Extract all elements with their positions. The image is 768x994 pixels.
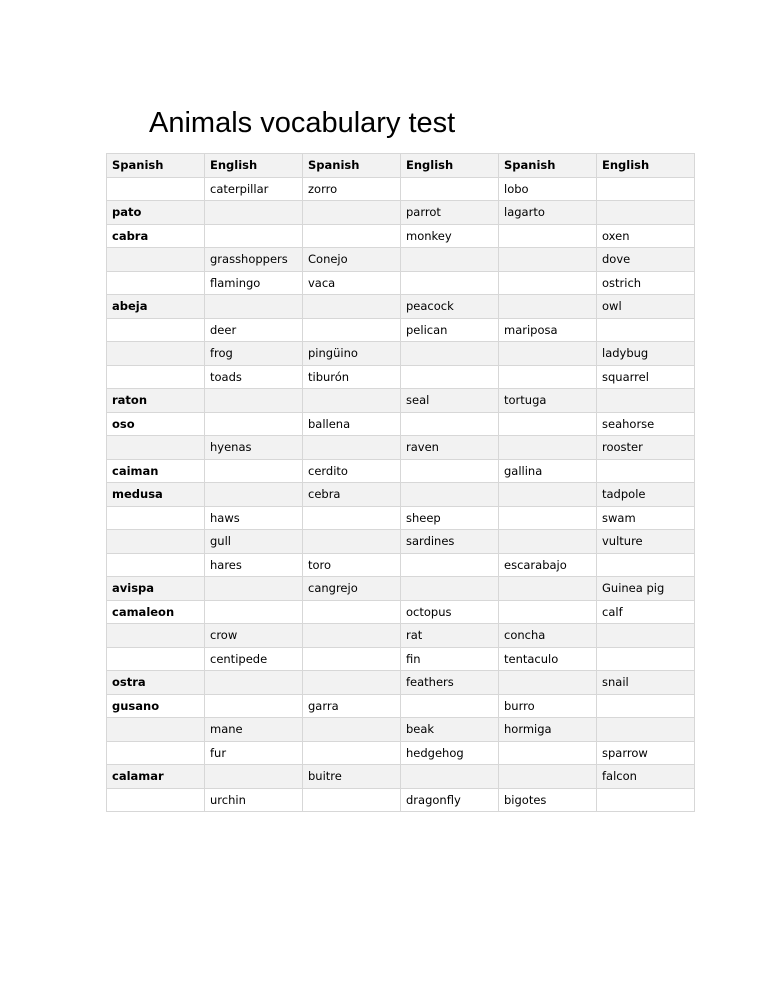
table-row	[107, 671, 695, 695]
table-cell	[205, 671, 303, 695]
table-cell: oxen	[597, 224, 695, 248]
table-row	[107, 248, 695, 272]
table-cell	[597, 201, 695, 225]
table-cell	[597, 177, 695, 201]
table-cell: garra	[303, 694, 401, 718]
table-cell	[499, 436, 597, 460]
table-cell: calf	[597, 600, 695, 624]
table-cell	[107, 506, 205, 530]
table-cell	[303, 389, 401, 413]
table-row	[107, 412, 695, 436]
vocabulary-table	[106, 153, 695, 812]
table-cell	[499, 483, 597, 507]
table-cell	[303, 741, 401, 765]
table-cell: oso	[107, 412, 205, 436]
column-header: English	[401, 154, 499, 178]
table-row	[107, 765, 695, 789]
table-cell: cabra	[107, 224, 205, 248]
table-cell	[205, 483, 303, 507]
table-cell: vulture	[597, 530, 695, 554]
table-cell	[597, 718, 695, 742]
table-cell: octopus	[401, 600, 499, 624]
table-cell: snail	[597, 671, 695, 695]
table-cell: peacock	[401, 295, 499, 319]
table-cell	[303, 318, 401, 342]
table-cell	[401, 271, 499, 295]
table-cell: dove	[597, 248, 695, 272]
table-cell	[107, 553, 205, 577]
table-cell: medusa	[107, 483, 205, 507]
table-cell	[401, 365, 499, 389]
table-cell: fur	[205, 741, 303, 765]
table-cell: swam	[597, 506, 695, 530]
table-cell: lagarto	[499, 201, 597, 225]
table-row	[107, 342, 695, 366]
table-row	[107, 506, 695, 530]
table-row	[107, 318, 695, 342]
table-cell: cangrejo	[303, 577, 401, 601]
table-cell	[401, 553, 499, 577]
table-cell	[401, 412, 499, 436]
table-cell: feathers	[401, 671, 499, 695]
table-row	[107, 177, 695, 201]
table-cell: tortuga	[499, 389, 597, 413]
table-cell: crow	[205, 624, 303, 648]
table-row	[107, 624, 695, 648]
table-cell: toads	[205, 365, 303, 389]
table-cell: cebra	[303, 483, 401, 507]
table-cell	[205, 577, 303, 601]
column-header: Spanish	[107, 154, 205, 178]
table-row	[107, 224, 695, 248]
table-cell: urchin	[205, 788, 303, 812]
table-row	[107, 271, 695, 295]
table-cell: Conejo	[303, 248, 401, 272]
table-row	[107, 483, 695, 507]
table-cell: seahorse	[597, 412, 695, 436]
table-cell: raven	[401, 436, 499, 460]
table-row	[107, 389, 695, 413]
table-row	[107, 694, 695, 718]
table-cell	[107, 647, 205, 671]
table-cell: grasshoppers	[205, 248, 303, 272]
table-cell: gusano	[107, 694, 205, 718]
table-row	[107, 788, 695, 812]
table-cell: hares	[205, 553, 303, 577]
table-cell	[303, 530, 401, 554]
table-cell: beak	[401, 718, 499, 742]
table-cell: tadpole	[597, 483, 695, 507]
table-cell	[107, 788, 205, 812]
table-cell: hedgehog	[401, 741, 499, 765]
table-cell	[499, 295, 597, 319]
table-cell	[499, 671, 597, 695]
table-cell: hyenas	[205, 436, 303, 460]
table-cell	[303, 506, 401, 530]
table-row	[107, 436, 695, 460]
table-cell	[205, 295, 303, 319]
table-cell	[107, 530, 205, 554]
table-cell: pingüino	[303, 342, 401, 366]
table-cell: ostra	[107, 671, 205, 695]
table-row	[107, 459, 695, 483]
table-cell: Guinea pig	[597, 577, 695, 601]
table-cell: burro	[499, 694, 597, 718]
table-cell	[499, 741, 597, 765]
table-cell: owl	[597, 295, 695, 319]
table-row	[107, 365, 695, 389]
table-cell	[107, 436, 205, 460]
table-cell	[597, 318, 695, 342]
table-cell	[107, 177, 205, 201]
column-header: Spanish	[499, 154, 597, 178]
table-cell	[205, 694, 303, 718]
table-cell	[597, 647, 695, 671]
table-cell	[401, 483, 499, 507]
table-cell	[401, 342, 499, 366]
table-cell	[303, 718, 401, 742]
table-cell: gallina	[499, 459, 597, 483]
table-cell: buitre	[303, 765, 401, 789]
table-cell: ladybug	[597, 342, 695, 366]
table-cell: cerdito	[303, 459, 401, 483]
table-cell	[107, 365, 205, 389]
table-cell	[205, 412, 303, 436]
table-cell	[401, 694, 499, 718]
table-cell: rat	[401, 624, 499, 648]
table-row	[107, 741, 695, 765]
table-cell: falcon	[597, 765, 695, 789]
table-cell: flamingo	[205, 271, 303, 295]
table-cell	[107, 318, 205, 342]
column-header: English	[205, 154, 303, 178]
table-cell	[597, 553, 695, 577]
table-cell: mane	[205, 718, 303, 742]
table-row	[107, 295, 695, 319]
table-cell	[303, 647, 401, 671]
table-cell: sparrow	[597, 741, 695, 765]
table-cell	[597, 624, 695, 648]
table-cell	[499, 224, 597, 248]
table-cell	[107, 718, 205, 742]
table-cell: caterpillar	[205, 177, 303, 201]
table-cell	[499, 506, 597, 530]
table-cell: fin	[401, 647, 499, 671]
table-cell: bigotes	[499, 788, 597, 812]
table-cell	[303, 436, 401, 460]
table-cell	[499, 530, 597, 554]
page-title: Animals vocabulary test	[149, 107, 456, 139]
table-row	[107, 577, 695, 601]
table-cell	[107, 342, 205, 366]
table-cell	[205, 600, 303, 624]
table-cell	[107, 624, 205, 648]
table-cell: concha	[499, 624, 597, 648]
table-cell: seal	[401, 389, 499, 413]
table-cell: toro	[303, 553, 401, 577]
table-cell	[303, 201, 401, 225]
table-cell: squarrel	[597, 365, 695, 389]
table-cell	[205, 459, 303, 483]
table-cell	[107, 271, 205, 295]
table-cell: pato	[107, 201, 205, 225]
table-cell: centipede	[205, 647, 303, 671]
table-cell: parrot	[401, 201, 499, 225]
table-cell	[107, 741, 205, 765]
table-cell: calamar	[107, 765, 205, 789]
table-cell	[401, 765, 499, 789]
table-cell	[499, 248, 597, 272]
table-cell: haws	[205, 506, 303, 530]
table-cell	[499, 412, 597, 436]
table-cell	[597, 459, 695, 483]
table-cell	[499, 365, 597, 389]
table-cell	[597, 389, 695, 413]
table-cell: rooster	[597, 436, 695, 460]
table-cell: caiman	[107, 459, 205, 483]
table-cell	[499, 271, 597, 295]
table-cell: camaleon	[107, 600, 205, 624]
table-cell	[499, 342, 597, 366]
table-cell: raton	[107, 389, 205, 413]
table-cell: escarabajo	[499, 553, 597, 577]
table-cell	[401, 177, 499, 201]
table-header-row	[107, 154, 695, 178]
table-row	[107, 647, 695, 671]
table-cell: monkey	[401, 224, 499, 248]
table-cell	[205, 201, 303, 225]
table-cell	[401, 248, 499, 272]
table-cell	[303, 600, 401, 624]
table-cell	[205, 224, 303, 248]
table-row	[107, 201, 695, 225]
table-cell	[597, 788, 695, 812]
table-cell	[597, 694, 695, 718]
table-cell	[107, 248, 205, 272]
table-cell	[303, 295, 401, 319]
column-header: English	[597, 154, 695, 178]
table-cell	[303, 624, 401, 648]
table-row	[107, 718, 695, 742]
table-cell: mariposa	[499, 318, 597, 342]
table-cell: zorro	[303, 177, 401, 201]
table-cell	[303, 671, 401, 695]
table-cell: abeja	[107, 295, 205, 319]
table-cell	[205, 389, 303, 413]
table-cell	[303, 224, 401, 248]
table-cell: avispa	[107, 577, 205, 601]
table-cell	[401, 459, 499, 483]
table-cell: dragonfly	[401, 788, 499, 812]
column-header: Spanish	[303, 154, 401, 178]
table-cell: frog	[205, 342, 303, 366]
table-cell: sardines	[401, 530, 499, 554]
table-cell: ballena	[303, 412, 401, 436]
table-cell: tiburón	[303, 365, 401, 389]
table-cell: gull	[205, 530, 303, 554]
table-cell: deer	[205, 318, 303, 342]
table-cell	[499, 577, 597, 601]
table-row	[107, 530, 695, 554]
table-row	[107, 600, 695, 624]
table-cell	[499, 600, 597, 624]
table-cell: pelican	[401, 318, 499, 342]
table-cell	[205, 765, 303, 789]
table-cell: hormiga	[499, 718, 597, 742]
table-cell	[499, 765, 597, 789]
table-cell: tentaculo	[499, 647, 597, 671]
table-cell: ostrich	[597, 271, 695, 295]
table-cell: vaca	[303, 271, 401, 295]
table-cell	[303, 788, 401, 812]
table-row	[107, 553, 695, 577]
table-cell	[401, 577, 499, 601]
table-body	[107, 177, 695, 812]
table-cell: sheep	[401, 506, 499, 530]
table-cell: lobo	[499, 177, 597, 201]
